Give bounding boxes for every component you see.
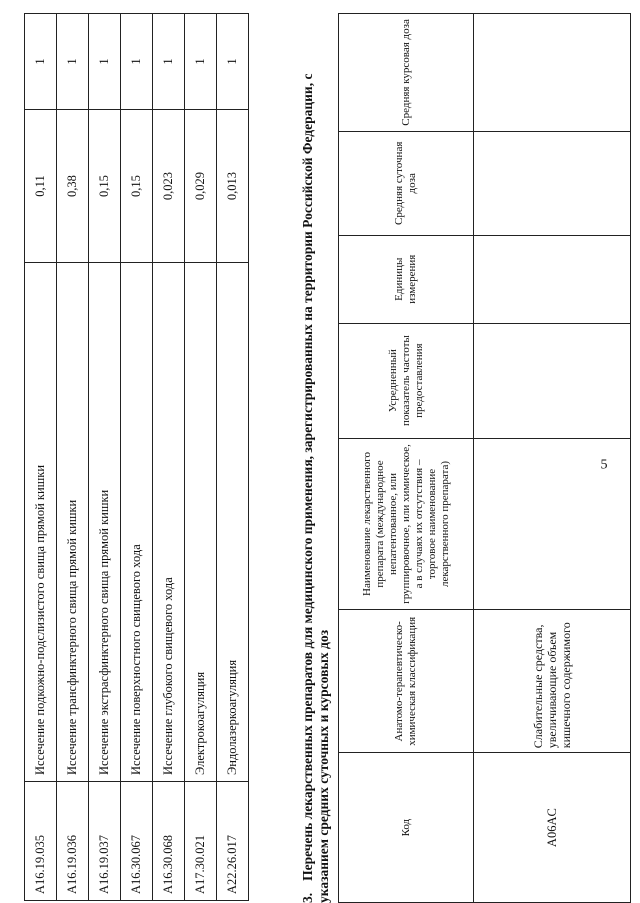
procedure-code: A16.30.067 [121, 782, 153, 901]
page-number: 5 [600, 457, 608, 473]
procedure-code: A16.19.036 [57, 782, 89, 901]
procedure-code: A22.26.017 [217, 782, 249, 901]
procedure-name: Иссечение подкожно-подслизистого свища прямой кишки [25, 263, 57, 782]
drug-table [338, 13, 631, 903]
procedure-name: Эндолазеркоагуляция [217, 263, 249, 782]
col-header-drug-name: Наименование лекарственного препарата (международное непатентованное, или группировочное, или химическое, а в случаях их отсутствия – торговое наименование лекарственного препарата) [339, 438, 474, 610]
table-row [89, 14, 121, 901]
procedure-multiplicity: 1 [185, 14, 217, 110]
procedure-code: A16.19.035 [25, 782, 57, 901]
procedure-name: Иссечение поверхностного свищевого хода [121, 263, 153, 782]
procedure-frequency: 0,023 [153, 110, 185, 263]
section-title-text: Перечень лекарственных препаратов для медицинского применения, зарегистрированных на территории Российской Федерации, с указанием средних суточных и курсовых доз [300, 73, 331, 903]
procedure-frequency: 0,029 [185, 110, 217, 263]
procedure-name: Иссечение трансфинктерного свища прямой кишки [57, 263, 89, 782]
col-header-code: Код [339, 753, 474, 903]
table-row [217, 14, 249, 901]
col-header-daily-dose: Средняя суточная доза [339, 131, 474, 235]
table-row [153, 14, 185, 901]
col-header-frequency: Усредненный показатель частоты предоставления [339, 323, 474, 438]
procedure-multiplicity: 1 [217, 14, 249, 110]
procedure-multiplicity: 1 [25, 14, 57, 110]
col-header-units: Единицы измерения [339, 235, 474, 323]
table-header-row [339, 14, 474, 903]
table-row [25, 14, 57, 901]
procedure-multiplicity: 1 [89, 14, 121, 110]
procedure-frequency: 0,15 [89, 110, 121, 263]
procedure-multiplicity: 1 [121, 14, 153, 110]
section-3-title [300, 13, 332, 903]
procedure-name: Электрокоагуляция [185, 263, 217, 782]
drug-frequency [474, 323, 631, 438]
procedure-name: Иссечение глубокого свищевого хода [153, 263, 185, 782]
drug-code: A06AC [474, 753, 631, 903]
drug-name [474, 438, 631, 610]
table-row [474, 14, 631, 903]
drug-units [474, 235, 631, 323]
procedures-table [24, 13, 249, 901]
procedure-multiplicity: 1 [57, 14, 89, 110]
section-number: 3. [300, 892, 315, 903]
table-row [121, 14, 153, 901]
procedure-frequency: 0,11 [25, 110, 57, 263]
procedure-code: A16.30.068 [153, 782, 185, 901]
col-header-atc: Анатомо-терапевтическо-химическая классификация [339, 610, 474, 753]
procedure-name: Иссечение экстрасфинктерного свища прямой кишки [89, 263, 121, 782]
drug-course-dose [474, 14, 631, 132]
drug-daily-dose [474, 131, 631, 235]
col-header-course-dose: Средняя курсовая доза [339, 14, 474, 132]
drug-classification: Слабительные средства, увеличивающие объем кишечного содержимого [474, 610, 631, 753]
procedure-frequency: 0,013 [217, 110, 249, 263]
procedure-frequency: 0,38 [57, 110, 89, 263]
procedure-code: A17.30.021 [185, 782, 217, 901]
procedure-code: A16.19.037 [89, 782, 121, 901]
table-row [185, 14, 217, 901]
table-row [57, 14, 89, 901]
procedure-multiplicity: 1 [153, 14, 185, 110]
procedure-frequency: 0,15 [121, 110, 153, 263]
